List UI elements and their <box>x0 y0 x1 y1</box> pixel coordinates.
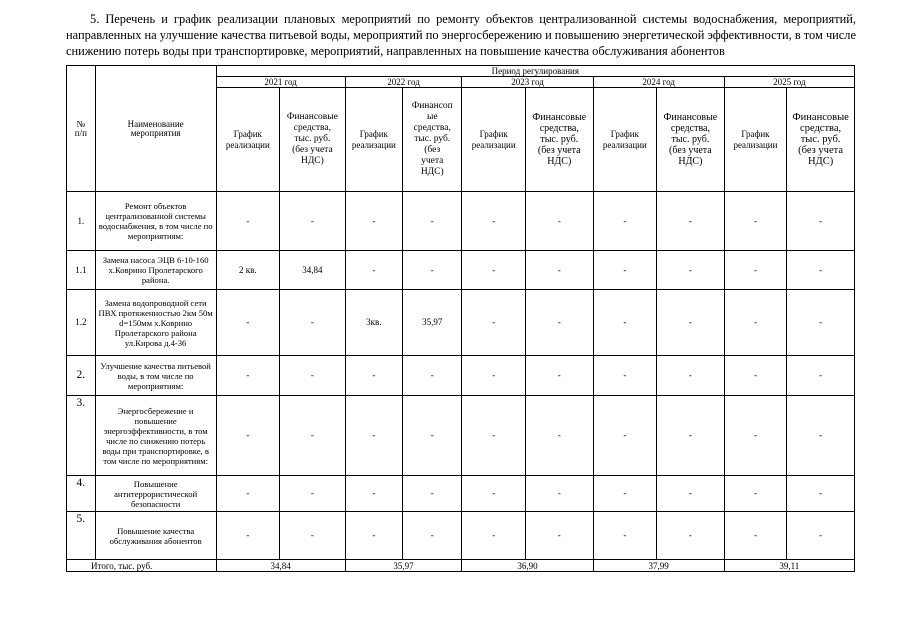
table-cell: - <box>724 251 787 290</box>
table-cell: - <box>462 290 526 356</box>
table-cell: - <box>593 476 657 512</box>
table-row <box>67 356 855 396</box>
table-cell: - <box>525 512 593 560</box>
row-name: Улучшение качества питьевой воды, в том числе по мероприятиям: <box>95 356 216 396</box>
header-finance: Финансовые средства, тыс. руб. (без учета НДС) <box>657 88 725 192</box>
table-cell: - <box>345 512 402 560</box>
table-cell: 2 кв. <box>216 251 280 290</box>
table-cell: - <box>525 476 593 512</box>
table-row <box>67 290 855 356</box>
table-cell: - <box>462 356 526 396</box>
table-cell: - <box>787 512 855 560</box>
table-cell: - <box>462 192 526 251</box>
table-cell: - <box>525 192 593 251</box>
table-cell: - <box>657 512 725 560</box>
table-cell: - <box>345 251 402 290</box>
table-cell: - <box>787 290 855 356</box>
table-cell: - <box>216 290 280 356</box>
table-cell: - <box>525 251 593 290</box>
table-cell: - <box>462 251 526 290</box>
table-row <box>67 251 855 290</box>
header-schedule: График реализации <box>593 88 657 192</box>
header-year-2024: 2024 год <box>593 77 724 88</box>
table-cell: - <box>724 356 787 396</box>
table-cell: - <box>216 356 280 396</box>
header-schedule: График реализации <box>345 88 402 192</box>
row-number: 3. <box>67 396 96 476</box>
table-cell: 34,84 <box>280 251 346 290</box>
table-cell: - <box>593 290 657 356</box>
table-cell: - <box>787 356 855 396</box>
table-cell: - <box>657 251 725 290</box>
table-cell: - <box>724 290 787 356</box>
table-cell: - <box>280 512 346 560</box>
header-schedule: График реализации <box>216 88 280 192</box>
total-2025: 39,11 <box>724 560 854 572</box>
row-name: Повышение качества обслуживания абонентов <box>95 512 216 560</box>
header-num: № п/п <box>67 66 96 192</box>
table-cell: - <box>724 476 787 512</box>
row-number: 1. <box>67 192 96 251</box>
row-number: 4. <box>67 476 96 512</box>
header-name: Наименование мероприятия <box>95 66 216 192</box>
table-cell: - <box>787 476 855 512</box>
total-label: Итого, тыс. руб. <box>67 560 217 572</box>
row-name: Повышение антитеррористической безопасности <box>95 476 216 512</box>
table-cell: - <box>403 192 462 251</box>
table-cell: - <box>525 396 593 476</box>
table-cell: - <box>462 476 526 512</box>
header-year-2021: 2021 год <box>216 77 345 88</box>
table-cell: - <box>462 512 526 560</box>
header-row-period <box>67 66 855 77</box>
table-cell: - <box>462 396 526 476</box>
table-row <box>67 396 855 476</box>
table-cell: 3кв. <box>345 290 402 356</box>
total-2024: 37,99 <box>593 560 724 572</box>
total-2023: 36,90 <box>462 560 593 572</box>
total-2021: 34,84 <box>216 560 345 572</box>
table-cell: - <box>593 356 657 396</box>
table-cell: - <box>345 396 402 476</box>
table-cell: - <box>403 396 462 476</box>
row-number: 5. <box>67 512 96 560</box>
table-cell: - <box>216 396 280 476</box>
table-cell: - <box>657 356 725 396</box>
header-finance: Финансовые средства, тыс. руб. (без учета НДС) <box>280 88 346 192</box>
total-2022: 35,97 <box>345 560 462 572</box>
row-name: Энергосбережение и повышение энергоэффективности, в том числе по снижению потерь воды при транспортировке, в том числе по мероприятиям: <box>95 396 216 476</box>
table-cell: - <box>593 512 657 560</box>
table-cell: - <box>403 512 462 560</box>
table-cell: - <box>593 251 657 290</box>
table-cell: - <box>345 476 402 512</box>
header-finance: Финансовые средства, тыс. руб. (без учета НДС) <box>525 88 593 192</box>
table-cell: - <box>593 192 657 251</box>
table-cell: - <box>345 192 402 251</box>
row-number: 1.2 <box>67 290 96 356</box>
table-row <box>67 512 855 560</box>
table-cell: - <box>345 356 402 396</box>
table-cell: - <box>280 396 346 476</box>
table-cell: - <box>280 290 346 356</box>
row-name: Ремонт объектов централизованной системы водоснабжения, в том числе по мероприятиям: <box>95 192 216 251</box>
table-cell: - <box>280 192 346 251</box>
table-cell: - <box>280 356 346 396</box>
table-cell: - <box>657 396 725 476</box>
table-cell: - <box>280 476 346 512</box>
table-cell: - <box>593 396 657 476</box>
table-cell: - <box>216 192 280 251</box>
table-cell: 35,97 <box>403 290 462 356</box>
table-cell: - <box>403 476 462 512</box>
table-cell: - <box>525 356 593 396</box>
row-name: Замена водопроводной сети ПВХ протяженностью 2км 50м d=150мм х.Коврино Пролетарского района ул.Кирова д.4-36 <box>95 290 216 356</box>
table-cell: - <box>216 476 280 512</box>
header-year-2023: 2023 год <box>462 77 593 88</box>
table-cell: - <box>525 290 593 356</box>
table-cell: - <box>787 396 855 476</box>
header-finance: Финансовые средства, тыс. руб. (без учета НДС) <box>787 88 855 192</box>
plan-table <box>66 65 855 572</box>
table-cell: - <box>724 192 787 251</box>
table-cell: - <box>724 396 787 476</box>
table-cell: - <box>657 290 725 356</box>
header-year-2025: 2025 год <box>724 77 854 88</box>
table-cell: - <box>657 192 725 251</box>
header-year-2022: 2022 год <box>345 77 462 88</box>
table-row <box>67 476 855 512</box>
header-schedule: График реализации <box>462 88 526 192</box>
table-cell: - <box>216 512 280 560</box>
total-row <box>67 560 855 572</box>
table-cell: - <box>724 512 787 560</box>
row-number: 2. <box>67 356 96 396</box>
table-cell: - <box>403 251 462 290</box>
row-name: Замена насоса ЭЦВ 6-10-160 х.Коврино Пролетарского района. <box>95 251 216 290</box>
table-cell: - <box>403 356 462 396</box>
header-schedule: График реализации <box>724 88 787 192</box>
table-row <box>67 192 855 251</box>
section-heading: 5. Перечень и график реализации плановых мероприятий по ремонту объектов централизованной системы водоснабжения, мероприятий, направленных на улучшение качества питьевой воды, мероприятий по энергосбережению и повышению энергетической эффективности, в том числе снижению потерь воды при транспортировке, мероприятий, направленных на повышение качества обслуживания абонентов <box>66 12 856 58</box>
table-cell: - <box>657 476 725 512</box>
table-cell: - <box>787 251 855 290</box>
header-finance: Финансоп ые средства, тыс. руб. (без учета НДС) <box>403 88 462 192</box>
row-number: 1.1 <box>67 251 96 290</box>
header-period: Период регулирования <box>216 66 854 77</box>
table-cell: - <box>787 192 855 251</box>
